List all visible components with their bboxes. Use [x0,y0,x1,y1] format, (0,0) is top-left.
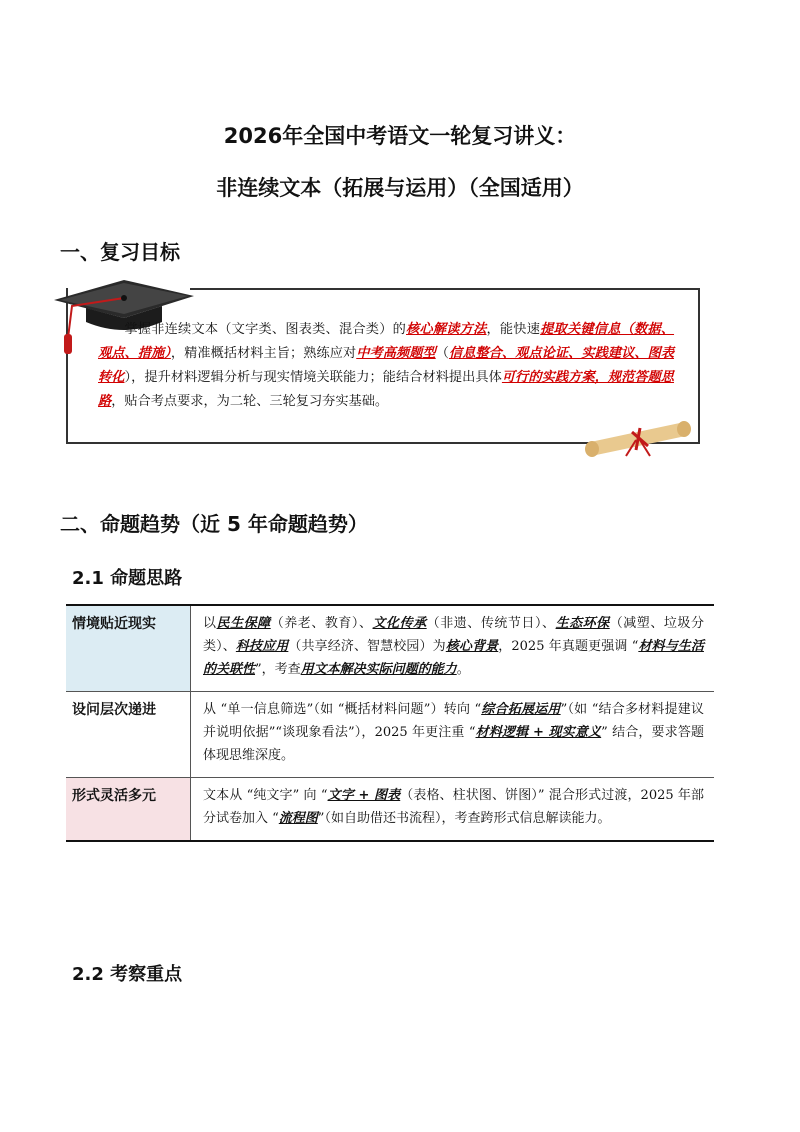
emphasis-text: 生态环保 [555,616,610,631]
body-text: ，精准概括材料主旨；熟练应对 [170,346,357,361]
body-text: 以 [203,616,217,631]
body-text: 从 “单一信息筛选”（如 “概括材料问题”）转向 “ [203,702,482,717]
row-label: 设问层次递进 [66,692,191,778]
body-text: 。 [456,662,470,677]
emphasis-text: 中考高频题型 [356,346,436,361]
table-row [66,778,714,842]
row-label: 形式灵活多元 [66,778,191,842]
body-text: （ [435,346,449,361]
body-text: 文本从 “纯文字” 向 “ [203,788,328,803]
subsection-2-1-heading: 2.1 命题思路 [72,568,183,589]
emphasis-text: 材料与生活的关联性 [203,639,704,677]
emphasis-text: 材料逻辑 + 现实意义 [475,725,602,740]
emphasis-text: 核心背景 [445,639,499,654]
doc-title-line2: 非连续文本（拓展与运用）（全国适用） [216,176,584,200]
body-text: 掌握非连续文本（文字类、图表类、混合类）的 [124,322,407,337]
body-text: （表格、柱状图、饼图）” 混合形式过渡，2025 年部分试卷加入 “ [203,788,704,826]
body-text: ，能快速 [486,322,541,337]
emphasis-text: 文化传承 [372,616,427,631]
section2-heading: 二、命题趋势（近 5 年命题趋势） [60,512,368,536]
emphasis-text: 用文本解决实际问题的能力 [300,662,457,677]
row-label: 情境贴近现实 [66,605,191,692]
table-row [66,605,714,692]
emphasis-text: 科技应用 [235,639,289,654]
goal-paragraph [98,318,674,414]
diploma-scroll-icon [578,418,698,458]
section1-heading: 一、复习目标 [60,240,180,264]
row-description [191,692,715,778]
body-text: ”（如 “结合多材料提建议并说明依据”“谈现象看法”），2025 年更注重 “ [203,702,704,740]
emphasis-text: 信息整合、观点论证、实践建议、图表转化 [98,346,675,385]
body-text: （共享经济、智慧校园）为 [288,639,446,654]
emphasis-text: 民生保障 [216,616,271,631]
body-text: ” 结合，要求答题体现思维深度。 [203,725,705,763]
row-description [191,605,715,692]
body-text: ，2025 年真题更强调 “ [498,639,639,654]
body-text: ”，考查 [255,662,301,677]
body-text: （非遗、传统节日）、 [426,616,556,631]
emphasis-text: 综合拓展运用 [481,702,561,717]
emphasis-text: 流程图 [278,811,318,826]
emphasis-text: 提取关键信息（数据、观点、措施） [98,322,675,361]
body-text: （养老、教育）、 [270,616,373,631]
subsection-2-2-heading: 2.2 考察重点 [72,964,183,985]
table-row [66,692,714,778]
emphasis-text: 可行的实践方案，规范答题思路 [98,370,674,409]
doc-title-line1: 2026年全国中考语文一轮复习讲义： [223,124,577,148]
body-text: ，贴合考点要求，为二轮、三轮复习夯实基础。 [111,394,389,409]
emphasis-text: 核心解读方法 [406,322,487,337]
body-text: （减塑、垃圾分类）、 [203,616,704,654]
row-description [191,778,715,842]
body-text: ），提升材料逻辑分析与现实情境关联能力；能结合材料提出具体 [124,370,502,385]
emphasis-text: 文字 + 图表 [327,788,401,803]
body-text: ”（如自助借还书流程），考查跨形式信息解读能力。 [317,811,611,826]
trend-table [66,604,714,842]
